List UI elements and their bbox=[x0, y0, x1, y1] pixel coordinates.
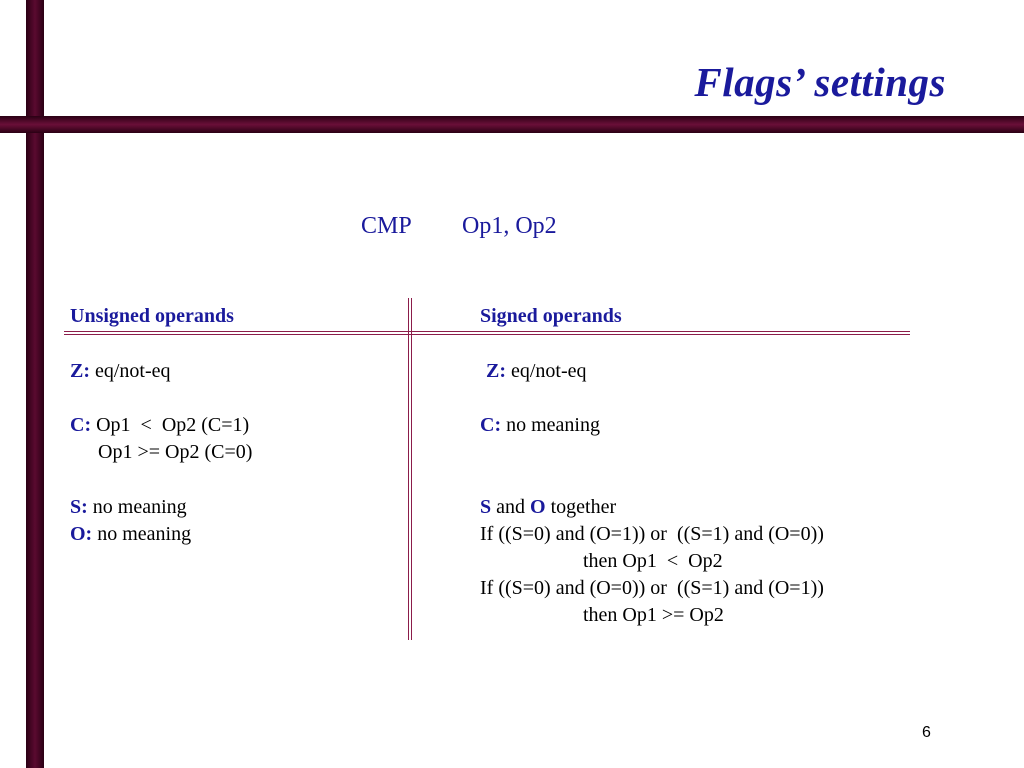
signed-z-flag: Z: bbox=[486, 360, 506, 382]
header-decorative-bar bbox=[0, 116, 1024, 133]
signed-c-text: no meaning bbox=[506, 414, 600, 436]
unsigned-c-line2: Op1 >= Op2 (C=0) bbox=[98, 441, 253, 463]
slide-title: Flags’ settings bbox=[694, 59, 946, 105]
unsigned-z-row bbox=[70, 359, 171, 383]
unsigned-c-flag: C: bbox=[70, 414, 92, 436]
signed-then-less: then Op1 < Op2 bbox=[583, 550, 723, 572]
signed-z-text: eq/not-eq bbox=[511, 360, 587, 382]
signed-c-row bbox=[480, 413, 600, 437]
signed-together-word: together bbox=[550, 496, 617, 518]
unsigned-c-line1: Op1 < Op2 (C=1) bbox=[96, 414, 250, 436]
unsigned-s-flag: S: bbox=[70, 496, 88, 518]
unsigned-o-flag: O: bbox=[70, 523, 93, 545]
signed-o-flag: O bbox=[530, 496, 546, 518]
signed-so-row bbox=[480, 495, 616, 519]
unsigned-z-text: eq/not-eq bbox=[95, 360, 171, 382]
unsigned-z-flag: Z: bbox=[70, 360, 90, 382]
signed-if-greater-equal: If ((S=0) and (O=0)) or ((S=1) and (O=1)) bbox=[480, 577, 824, 599]
signed-then-greater-equal: then Op1 >= Op2 bbox=[583, 604, 724, 626]
unsigned-c-row bbox=[70, 413, 249, 437]
column-divider bbox=[408, 298, 412, 640]
signed-header: Signed operands bbox=[480, 305, 622, 327]
instruction-mnemonic: CMP bbox=[361, 213, 412, 239]
unsigned-s-text: no meaning bbox=[92, 496, 187, 518]
unsigned-header: Unsigned operands bbox=[70, 305, 234, 327]
unsigned-s-row bbox=[70, 495, 187, 519]
signed-and-word: and bbox=[496, 496, 526, 518]
header-divider bbox=[64, 331, 910, 335]
unsigned-o-text: no meaning bbox=[97, 523, 192, 545]
instruction-operands: Op1, Op2 bbox=[462, 213, 557, 239]
signed-if-less: If ((S=0) and (O=1)) or ((S=1) and (O=0)) bbox=[480, 523, 824, 545]
unsigned-o-row bbox=[70, 522, 191, 546]
signed-z-row bbox=[486, 359, 587, 383]
signed-s-flag: S bbox=[480, 496, 492, 518]
page-number: 6 bbox=[922, 724, 931, 741]
signed-c-flag: C: bbox=[480, 414, 502, 436]
